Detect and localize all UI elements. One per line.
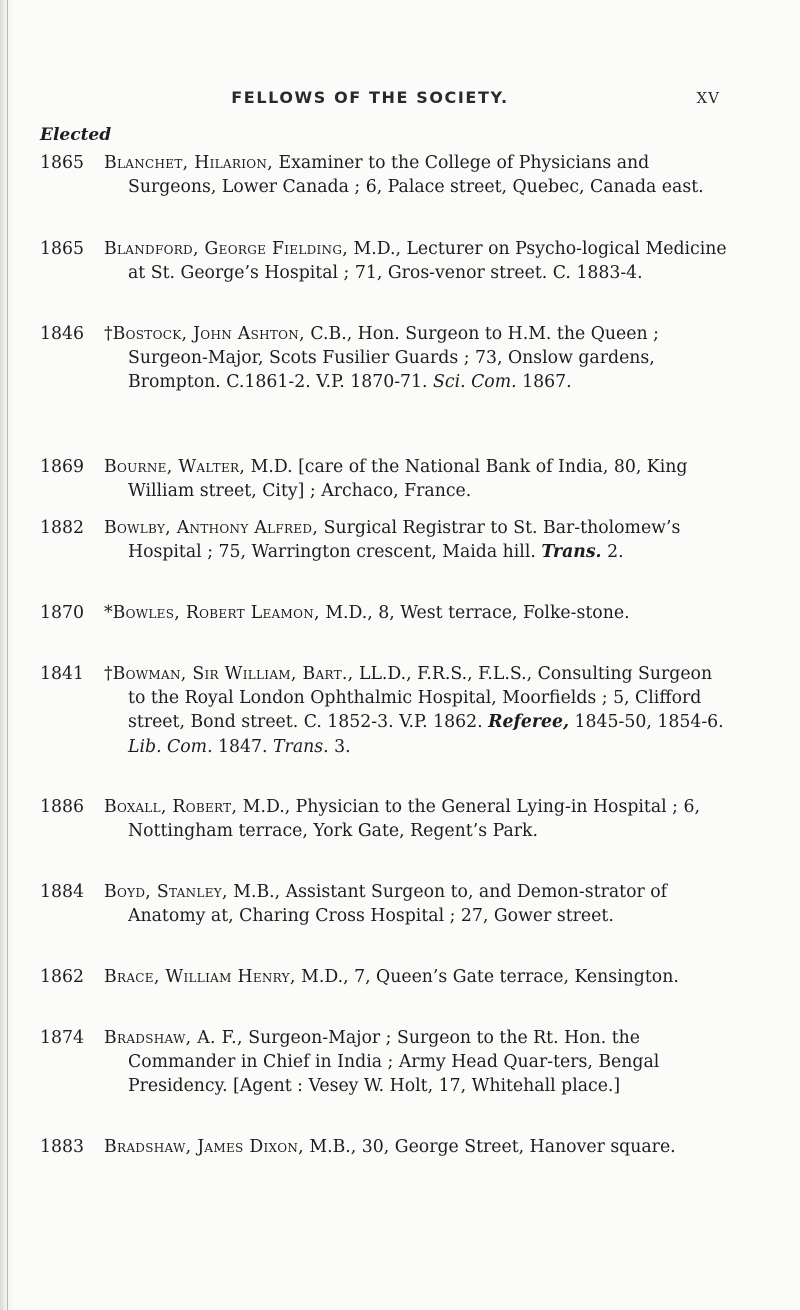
fellow-name: Boyd, Stanley, xyxy=(104,882,228,902)
trans-value: 2. xyxy=(601,542,624,563)
fellow-entry-bostock xyxy=(40,322,730,395)
entry-year: 1874 xyxy=(40,1028,84,1048)
fellow-entry-boxall xyxy=(40,795,730,843)
fellow-name: Bowman, Sir William, Bart., xyxy=(112,664,354,684)
fellow-name: Bradshaw, James Dixon, xyxy=(104,1137,304,1157)
entry-text xyxy=(104,965,730,989)
entry-text xyxy=(104,880,730,928)
entry-text xyxy=(104,662,730,759)
entry-text xyxy=(104,151,730,199)
referee-years: 1845-50, 1854-6. xyxy=(569,712,724,733)
entry-year: 1846 xyxy=(40,324,84,344)
fellow-details: M.B., Assistant Surgeon to, and Demon-strator of Anatomy at, Charing Cross Hospital ; 27, Gower street. xyxy=(128,882,668,927)
committee-year: 1867. xyxy=(516,372,572,393)
library-committee-label: Lib. Com. xyxy=(128,736,213,757)
referee-label: Referee, xyxy=(488,712,570,733)
trans-label: Trans. xyxy=(273,736,329,757)
library-committee-year: 1847. xyxy=(212,736,274,757)
entry-year: 1865 xyxy=(40,153,84,173)
fellow-details: Surgical Registrar to St. Bar-tholomew’s Hospital ; 75, Warrington crescent, Maida hill. xyxy=(128,518,681,563)
fellow-details: Surgeon-Major ; Surgeon to the Rt. Hon. the Commander in Chief in India ; Army Head Quar-ters, Bengal Presidency. [Agent : Vesey W. Holt, 17, Whitehall place.] xyxy=(128,1028,660,1097)
entry-text xyxy=(104,322,730,395)
entry-year: 1870 xyxy=(40,603,84,623)
fellow-name: Boxall, Robert, xyxy=(104,797,238,817)
fellow-entry-brace xyxy=(40,965,730,989)
fellow-entry-blandford xyxy=(40,237,730,285)
entry-year: 1886 xyxy=(40,797,84,817)
page-number: XV xyxy=(696,89,720,107)
page-gutter-line xyxy=(7,0,8,1310)
entry-text xyxy=(104,1135,730,1159)
committee-label: Sci. Com. xyxy=(433,372,517,393)
entry-year: 1883 xyxy=(40,1137,84,1157)
entry-text xyxy=(104,601,730,625)
fellow-details: Examiner to the College of Physicians and Surgeons, Lower Canada ; 6, Palace street, Quebec, Canada east. xyxy=(128,153,704,198)
fellow-name: Blandford, George Fielding, xyxy=(104,239,349,259)
fellow-entry-bradshaw-af xyxy=(40,1026,730,1099)
fellow-details: M.D. [care of the National Bank of India, 80, King William street, City] ; Archaco, France. xyxy=(128,457,688,502)
entry-year: 1841 xyxy=(40,664,84,684)
deceased-dagger-mark: † xyxy=(104,664,113,684)
entry-year: 1882 xyxy=(40,518,84,538)
entry-text xyxy=(104,795,730,843)
deceased-dagger-mark: † xyxy=(104,324,113,344)
entry-text xyxy=(104,455,730,503)
elected-column-label: Elected xyxy=(40,125,112,145)
fellow-details: M.B., 30, George Street, Hanover square. xyxy=(303,1137,676,1157)
fellow-name: Bourne, Walter, xyxy=(104,457,246,477)
fellow-name: Bostock, John Ashton, xyxy=(112,324,305,344)
fellow-entry-bowles xyxy=(40,601,730,625)
fellow-details: M.D., 8, West terrace, Folke-stone. xyxy=(319,603,630,623)
entry-text xyxy=(104,516,730,564)
fellow-entry-bowman xyxy=(40,662,730,759)
fellow-name: Bradshaw, A. F., xyxy=(104,1028,243,1048)
running-title: FELLOWS OF THE SOCIETY. xyxy=(231,88,509,107)
fellow-name: Brace, William Henry, xyxy=(104,967,296,987)
entry-text xyxy=(104,237,730,285)
entry-year: 1865 xyxy=(40,239,84,259)
fellow-entry-bowlby xyxy=(40,516,730,564)
entry-year: 1884 xyxy=(40,882,84,902)
fellow-name: Bowlby, Anthony Alfred, xyxy=(104,518,319,538)
fellow-entry-boyd xyxy=(40,880,730,928)
fellow-entry-blanchet xyxy=(40,151,730,199)
trans-value: 3. xyxy=(328,736,351,757)
entry-text xyxy=(104,1026,730,1099)
entry-year: 1869 xyxy=(40,457,84,477)
fellow-details: LL.D., F.R.S., F.L.S., Consulting Surgeon to the Royal London Ophthalmic Hospital, Moorfields ; 5, Clifford street, Bond street. C. 1852-3. V.P. 1862. xyxy=(128,664,713,733)
fellow-name: Blanchet, Hilarion, xyxy=(104,153,273,173)
entry-year: 1862 xyxy=(40,967,84,987)
fellow-name: Bowles, Robert Leamon, xyxy=(112,603,320,623)
non-resident-star-mark: * xyxy=(104,603,113,623)
fellow-entry-bourne xyxy=(40,455,730,503)
fellow-details: M.D., 7, Queen’s Gate terrace, Kensington. xyxy=(295,967,679,987)
fellow-entry-bradshaw-jd xyxy=(40,1135,730,1159)
fellow-details: M.D., Physician to the General Lying-in Hospital ; 6, Nottingham terrace, York Gate, Regent’s Park. xyxy=(128,797,700,842)
trans-label: Trans. xyxy=(541,542,602,563)
running-head xyxy=(40,88,720,112)
fellow-details: M.D., Lecturer on Psycho-logical Medicine at St. George’s Hospital ; 71, Gros-venor street. C. 1883-4. xyxy=(128,239,727,284)
fellow-details: C.B., Hon. Surgeon to H.M. the Queen ; Surgeon-Major, Scots Fusilier Guards ; 73, Onslow gardens, Brompton. C.1861-2. V.P. 1870-71. xyxy=(128,324,659,393)
